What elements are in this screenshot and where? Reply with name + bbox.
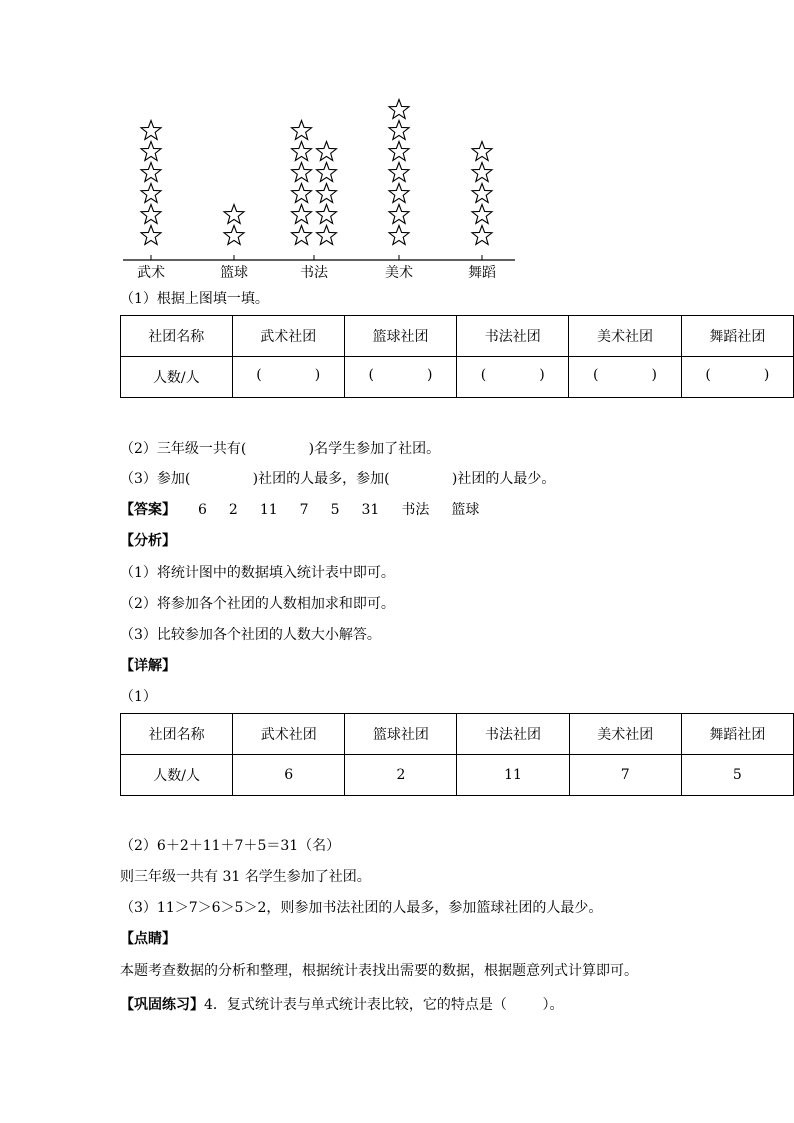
analysis-label: 【分析】 (120, 533, 176, 549)
pictograph-star (317, 142, 337, 161)
table-row (121, 714, 794, 755)
pictograph-star (141, 205, 161, 224)
question-1-prompt: （1）根据上图填一填。 (120, 291, 269, 307)
table-header-cell: 书法社团 (457, 714, 569, 755)
fill-table (120, 315, 794, 398)
pictograph-star (292, 142, 312, 161)
pictograph-star (141, 142, 161, 161)
answer-table (120, 713, 794, 796)
table-cell: 2 (345, 755, 457, 796)
category-label: 篮球 (220, 265, 248, 281)
answer-value: 5 (330, 502, 340, 518)
table-header-cell: 武术社团 (232, 316, 344, 357)
table-header-cell: 篮球社团 (345, 714, 457, 755)
table-cell: 6 (233, 755, 345, 796)
analysis-line: （1）将统计图中的数据填入统计表中即可。 (120, 565, 395, 581)
answer-line (120, 501, 479, 519)
pictograph-star (472, 163, 492, 182)
answer-label: 【答案】 (120, 502, 176, 518)
pictograph-star (472, 226, 492, 245)
pictograph-star (292, 163, 312, 182)
practice-text: 4．复式统计表与单式统计表比较，它的特点是（ ）。 (204, 997, 564, 1013)
blank-cell: ( ) (344, 357, 456, 398)
answer-value: 6 (198, 502, 207, 518)
pictograph-star (317, 205, 337, 224)
pictograph-star (141, 184, 161, 203)
table-header-cell: 武术社团 (233, 714, 345, 755)
pictograph-star (141, 226, 161, 245)
table-row (121, 357, 794, 398)
pictograph-star (292, 121, 312, 140)
pictograph-star (389, 163, 409, 182)
category-label: 武术 (137, 265, 165, 281)
pictograph-chart (118, 92, 528, 292)
detail-line-4: （3）11＞7＞6＞5＞2，则参加书法社团的人最多，参加篮球社团的人最少。 (120, 900, 603, 916)
pictograph-star (141, 121, 161, 140)
pictograph-star (317, 184, 337, 203)
pictograph-star (389, 205, 409, 224)
pictograph-star (292, 205, 312, 224)
pictograph-star (292, 184, 312, 203)
blank-cell: ( ) (457, 357, 569, 398)
answer-value: 2 (228, 502, 238, 518)
answer-value: 7 (299, 502, 309, 518)
pictograph-star (317, 163, 337, 182)
detail-line-3: 则三年级一共有 31 名学生参加了社团。 (120, 869, 371, 885)
table-header-cell: 书法社团 (457, 316, 569, 357)
table-header-cell: 舞蹈社团 (681, 714, 793, 755)
table-header-cell: 社团名称 (121, 714, 233, 755)
table-row (121, 316, 794, 357)
pictograph-star (292, 226, 312, 245)
analysis-line: （3）比较参加各个社团的人数大小解答。 (120, 627, 381, 643)
pictograph-star (472, 142, 492, 161)
blank-cell: ( ) (232, 357, 344, 398)
pictograph-star (224, 205, 244, 224)
pictograph-star (389, 184, 409, 203)
table-row-label: 人数/人 (121, 357, 233, 398)
detail-line-2: （2）6＋2＋11＋7＋5＝31（名） (120, 838, 341, 854)
pictograph-star (389, 100, 409, 119)
category-label: 书法 (300, 265, 328, 281)
practice-line (120, 996, 564, 1014)
question-3: （3）参加( )社团的人最多，参加( )社团的人最少。 (120, 471, 556, 487)
answer-value: 篮球 (451, 502, 480, 518)
answer-value: 31 (361, 502, 380, 518)
table-cell: 11 (457, 755, 569, 796)
table-row (121, 755, 794, 796)
comment-label: 【点睛】 (120, 931, 176, 947)
pictograph-star (389, 226, 409, 245)
pictograph-star (472, 184, 492, 203)
pictograph-star (472, 205, 492, 224)
table-row-label: 人数/人 (121, 755, 233, 796)
table-cell: 5 (681, 755, 793, 796)
pictograph-star (317, 226, 337, 245)
table-header-cell: 舞蹈社团 (681, 316, 793, 357)
blank-cell: ( ) (681, 357, 793, 398)
answer-value: 11 (259, 502, 278, 518)
pictograph-star (389, 121, 409, 140)
comment-text: 本题考查数据的分析和整理，根据统计表找出需要的数据，根据题意列式计算即可。 (120, 963, 638, 979)
blank-cell: ( ) (569, 357, 681, 398)
table-cell: 7 (569, 755, 681, 796)
table-header-cell: 美术社团 (569, 714, 681, 755)
detail-label: 【详解】 (120, 658, 176, 674)
table-header-cell: 篮球社团 (344, 316, 456, 357)
category-label: 美术 (385, 265, 413, 281)
practice-label: 【巩固练习】 (120, 997, 204, 1013)
answer-value: 书法 (401, 502, 430, 518)
question-2: （2）三年级一共有( )名学生参加了社团。 (120, 441, 441, 457)
table-header-cell: 美术社团 (569, 316, 681, 357)
category-label: 舞蹈 (468, 265, 496, 281)
table-header-cell: 社团名称 (121, 316, 233, 357)
pictograph-star (224, 226, 244, 245)
detail-sub-1: （1） (120, 689, 157, 705)
pictograph-star (389, 142, 409, 161)
analysis-line: （2）将参加各个社团的人数相加求和即可。 (120, 596, 395, 612)
pictograph-star (141, 163, 161, 182)
